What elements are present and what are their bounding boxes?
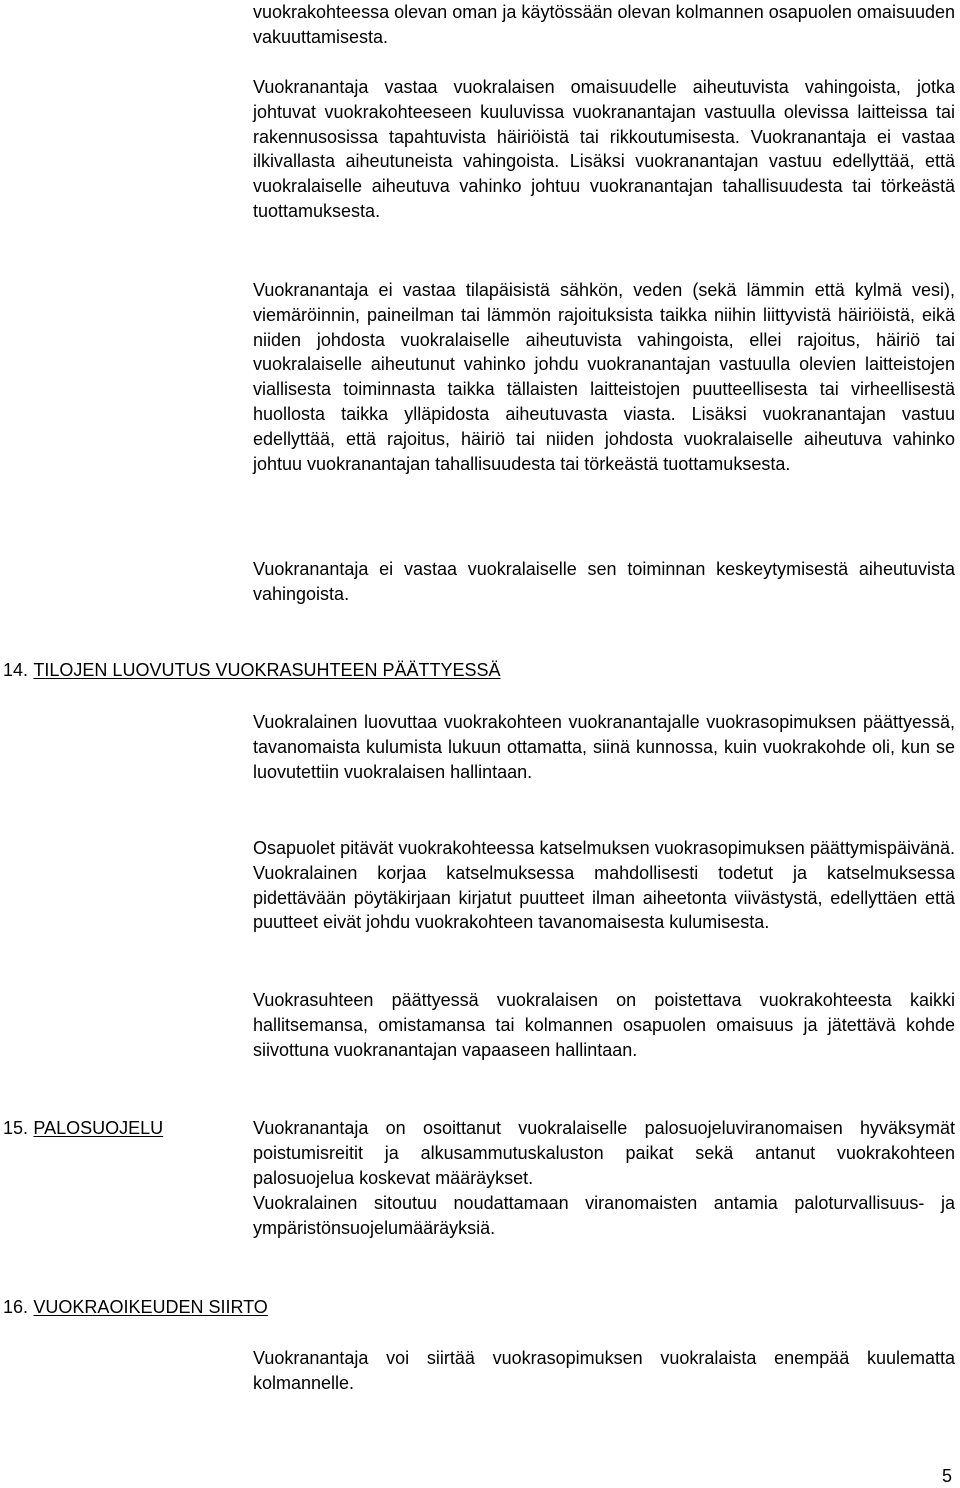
section-number: 15. — [3, 1118, 29, 1138]
section-16-heading — [3, 1295, 268, 1320]
section-15-heading — [3, 1116, 163, 1141]
paragraph-landlord-liability: Vuokranantaja vastaa vuokralaisen omaisuudelle aiheutuvista vahingoista, jotka johtuvat vuokrakohteeseen kuuluvissa vuokranantajan vastuulla olevissa laitteissa tai rakennusosissa tapahtuvista häiriöistä tai rikkoutumisesta. Vuokranantaja ei vastaa ilkivallasta aiheutuneista vahingoista. Lisäksi vuokranantajan vastuu edellyttää, että vuokralaiselle aiheutuva vahinko johtuu vuokranantajan tahallisuudesta tai törkeästä tuottamuksesta. — [253, 77, 955, 221]
section-14-heading — [3, 658, 501, 683]
paragraph-fire-safety-routes: Vuokranantaja on osoittanut vuokralaiselle palosuojeluviranomaisen hyväksymät poistumisreitit ja alkusammutuskaluston paikat sekä antanut vuokrakohteen palosuojelua koskevat määräykset. — [253, 1118, 955, 1188]
paragraph-removal-of-property: Vuokrasuhteen päättyessä vuokralaisen on poistettava vuokrakohteesta kaikki hallitsemansa, omistamansa tai kolmannen osapuolen omaisuus ja jätettävä kohde siivottuna vuokranantajan vapaaseen hallintaan. — [253, 990, 955, 1060]
paragraph-premises-handover: Vuokralainen luovuttaa vuokrakohteen vuokranantajalle vuokrasopimuksen päättyessä, tavanomaista kulumista lukuun ottamatta, siinä kunnossa, kuin vuokrakohde oli, kun se luovutettiin vuokralaisen hallintaan. — [253, 712, 955, 782]
page-number: 5 — [941, 1466, 952, 1486]
section-title: VUOKRAOIKEUDEN SIIRTO — [33, 1297, 268, 1317]
section-number: 16. — [3, 1297, 29, 1317]
paragraph-fire-safety-compliance: Vuokralainen sitoutuu noudattamaan viranomaisten antamia paloturvallisuus- ja ympäristönsuojelumääräyksiä. — [253, 1193, 955, 1238]
section-title: PALOSUOJELU — [33, 1118, 164, 1138]
paragraph-property-insurance: vuokrakohteessa olevan oman ja käytössään olevan kolmannen osapuolen omaisuuden vakuuttamisesta. — [253, 2, 955, 47]
section-number: 14. — [3, 660, 29, 680]
paragraph-inspection: Osapuolet pitävät vuokrakohteessa katselmuksen vuokrasopimuksen päättymispäivänä. Vuokralainen korjaa katselmuksessa mahdollisesti todetut ja katselmuksessa pidettävään pöytäkirjaan kirjatut puutteet ilman aiheetonta viivästystä, edellyttäen että puutteet eivät johdu vuokrakohteen tavanomaisesta kulumisesta. — [253, 838, 955, 933]
paragraph-utility-interruptions: Vuokranantaja ei vastaa tilapäisistä sähkön, veden (sekä lämmin että kylmä vesi), viemäröinnin, paineilman tai lämmön rajoituksista taikka niihin liittyvistä häiriöistä, eikä niiden johdosta vuokralaiselle aiheutuvista vahingoista, ellei rajoitus, häiriö tai vuokralaiselle aiheutunut vahinko johdu vuokranantajan vastuulla olevien laitteistojen viallisesta toiminnasta taikka tällaisten laitteistojen puutteellisesta tai virheellisestä huollosta taikka ylläpidosta aiheutuvasta viasta. Lisäksi vuokranantajan vastuu edellyttää, että rajoitus, häiriö tai niiden johdosta vuokralaiselle aiheutuva vahinko johtuu vuokranantajan tahallisuudesta tai törkeästä tuottamuksesta. — [253, 280, 955, 474]
section-title: TILOJEN LUOVUTUS VUOKRASUHTEEN PÄÄTTYESSÄ — [33, 660, 501, 680]
paragraph-assignment: Vuokranantaja voi siirtää vuokrasopimuksen vuokralaista enempää kuulematta kolmannelle. — [253, 1348, 955, 1393]
paragraph-business-interruption: Vuokranantaja ei vastaa vuokralaiselle sen toiminnan keskeytymisestä aiheutuvista vahingoista. — [253, 559, 955, 604]
